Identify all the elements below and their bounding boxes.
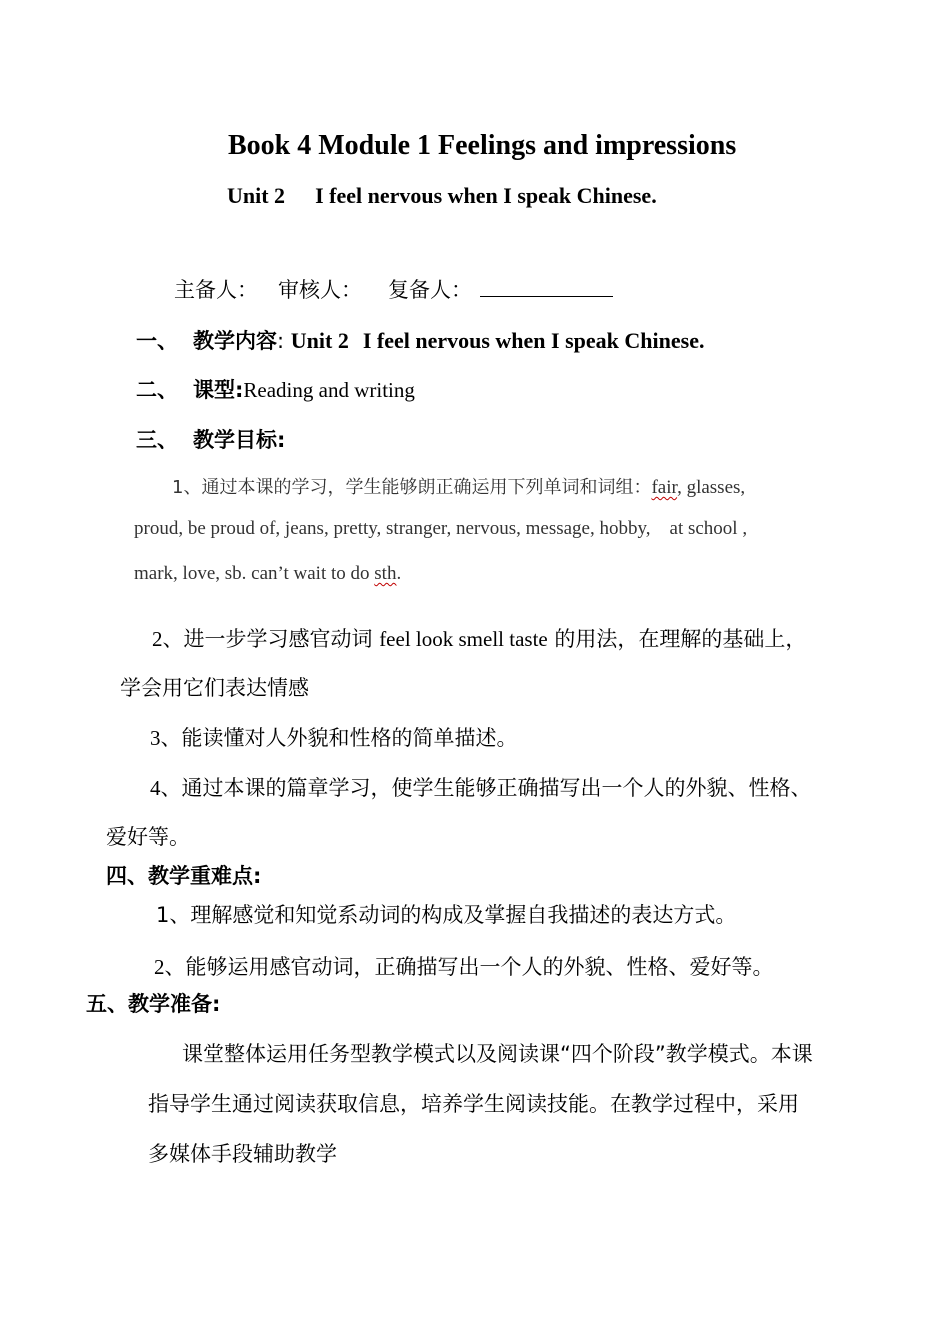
objective-2-line-1 [152, 623, 806, 653]
document-subtitle [227, 183, 657, 209]
section-4-heading: 四、教学重难点: [106, 864, 262, 888]
section-2-number: 二、 [136, 378, 178, 402]
document-title: Book 4 Module 1 Feelings and impressions [228, 130, 737, 161]
objective-3 [150, 722, 518, 752]
preparation-line-3: 多媒体手段辅助教学 [148, 1142, 337, 1166]
objective-2-text-b: 的用法，在理解的基础上， [547, 627, 807, 651]
objective-2-number: 2 [152, 627, 163, 651]
objective-1-line-3 [134, 563, 401, 585]
co-preparer-label: 复备人： [388, 278, 472, 302]
objective-4-text: 、通过本课的篇章学习，使学生能够正确描写出一个人的外貌、性格、 [160, 776, 812, 800]
section-3-colon: : [277, 428, 286, 452]
section-3 [136, 424, 285, 454]
preparers-line [174, 274, 613, 304]
objective-1-line-3-prefix: mark, love, sb. can’t wait to do [134, 563, 375, 584]
section-3-number: 三、 [136, 428, 178, 452]
reviewer-label: 审核人： [278, 278, 362, 302]
section-2-label: 课型 [193, 378, 235, 402]
objective-2-verbs: feel look smell taste [379, 627, 548, 651]
objective-4-line-1 [150, 772, 812, 802]
objective-2-text-a: 、进一步学习感官动词 [162, 627, 380, 651]
section-3-label: 教学目标 [193, 428, 277, 452]
subtitle-unit: Unit 2 [227, 183, 286, 208]
difficulty-2 [154, 951, 774, 981]
objective-1-line-3-end: . [396, 563, 402, 584]
co-preparer-blank [480, 278, 613, 297]
section-5-heading: 五、教学准备: [86, 992, 221, 1016]
section-1 [136, 325, 704, 355]
objective-1-word-sth: sth [374, 563, 397, 584]
difficulty-2-text: 、能够运用感官动词，正确描写出一个人的外貌、性格、爱好等。 [164, 955, 774, 979]
objective-4-line-2: 爱好等。 [106, 825, 190, 849]
difficulty-1: 1、理解感觉和知觉系动词的构成及掌握自我描述的表达方式。 [156, 903, 737, 927]
section-2 [136, 374, 415, 404]
objective-3-number: 3 [150, 726, 161, 750]
section-2-colon: : [235, 378, 244, 402]
section-2-value: Reading and writing [243, 378, 415, 402]
section-1-colon: : [277, 329, 285, 353]
objective-4-number: 4 [150, 776, 161, 800]
difficulty-2-number: 2 [154, 955, 165, 979]
subtitle-sentence: I feel nervous when I speak Chinese. [315, 183, 657, 208]
section-1-label: 教学内容 [193, 329, 277, 353]
main-preparer-label: 主备人： [174, 278, 258, 302]
objective-1-line-2: proud, be proud of, jeans, pretty, stranger, nervous, message, hobby, at school , [134, 518, 748, 539]
preparation-line-1: 课堂整体运用任务型教学模式以及阅读课“四个阶段”教学模式。本课 [182, 1042, 813, 1066]
objective-1-word-fair: fair [651, 477, 678, 498]
objective-3-text: 、能读懂对人外貌和性格的简单描述。 [160, 726, 518, 750]
objective-1-prefix: 1、通过本课的学习，学生能够朗正确运用下列单词和词组： [172, 477, 652, 498]
objective-2-line-2: 学会用它们表达情感 [120, 676, 309, 700]
objective-1-line-1 [172, 473, 745, 499]
section-1-number: 一、 [136, 329, 178, 353]
preparation-line-2: 指导学生通过阅读获取信息，培养学生阅读技能。在教学过程中，采用 [148, 1092, 799, 1116]
objective-1-line-1-rest: , glasses, [677, 477, 746, 498]
section-1-sentence: I feel nervous when I speak Chinese. [362, 328, 705, 353]
section-1-unit: Unit 2 [290, 328, 349, 353]
